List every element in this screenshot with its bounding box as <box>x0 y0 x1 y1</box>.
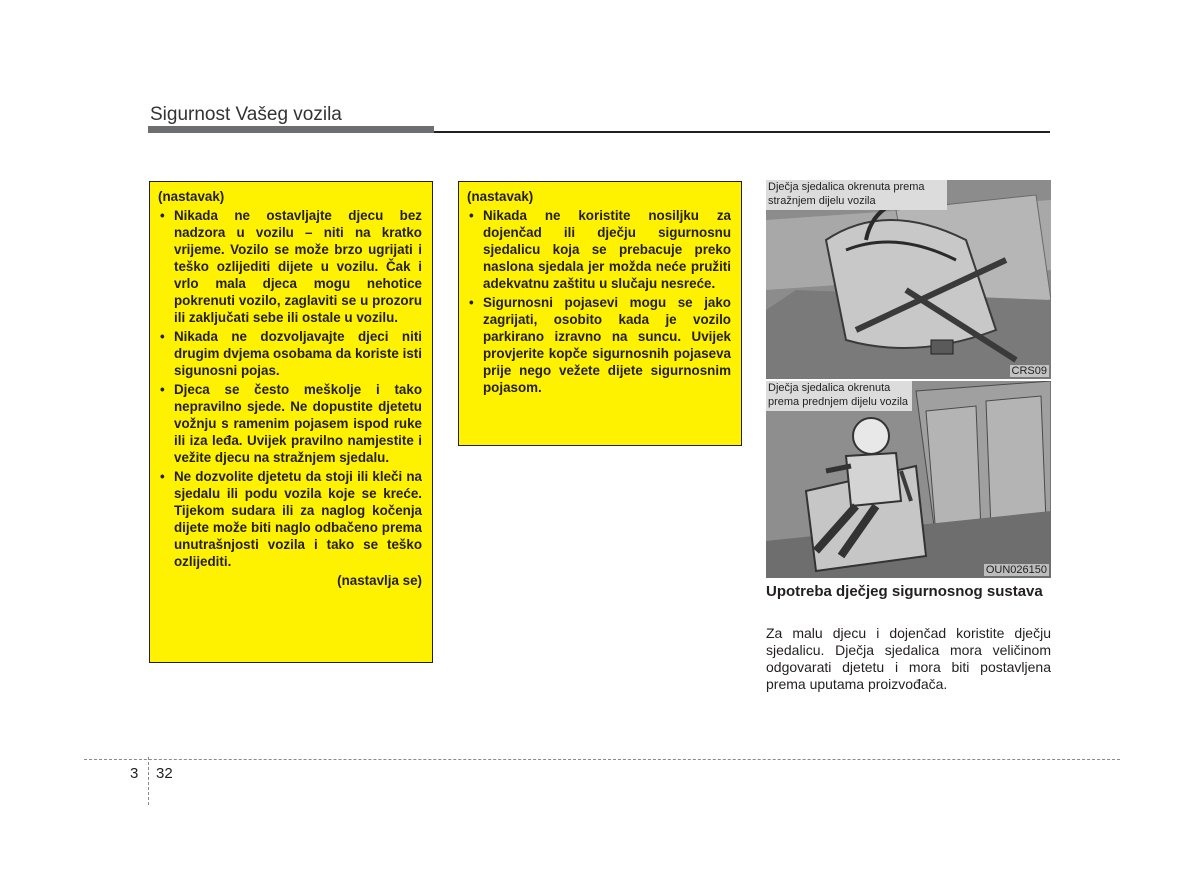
header-bar-accent <box>148 126 434 133</box>
warning-box-middle <box>458 181 742 446</box>
footer-rule <box>84 759 1120 760</box>
continued-label: (nastavak) <box>158 189 225 204</box>
warning-list <box>467 207 731 396</box>
figure-rear-facing-seat <box>766 180 1051 379</box>
page-header-title: Sigurnost Vašeg vozila <box>150 104 342 125</box>
figure-code: OUN026150 <box>985 564 1047 576</box>
footer-divider <box>148 757 149 805</box>
figure-code: CRS09 <box>1011 365 1047 377</box>
figure-caption: Dječja sjedalica okrenuta prema stražnjem dijelu vozila <box>766 180 947 210</box>
figure-forward-facing-seat <box>766 381 1051 578</box>
warning-item: • Nikada ne koristite nosiljku za dojenčad ili dječju sigurnosnu sjedalicu koja se prebacuje preko naslona sjedala jer možda neće pružiti adekvatnu zaštitu u slučaju nesreće. <box>467 207 731 292</box>
warning-item: • Nikada ne dozvoljavajte djeci niti drugim dvjema osobama da koriste isti sigunosni pojas. <box>158 328 422 379</box>
warning-box-left <box>149 181 433 663</box>
page-number: 32 <box>156 765 173 782</box>
warning-item: • Nikada ne ostavljajte djecu bez nadzora u vozilu – niti na kratko vrijeme. Vozilo se može brzo ugrijati i teško ozlijediti dijete u vozilu. Čak i vrlo mala djeca mogu nehotice pokrenuti vozilo, zaglaviti se u prozoru ili zaključati sebe ili ostale u vozilu. <box>158 207 422 326</box>
continues-label: (nastavlja se) <box>337 573 422 588</box>
warning-item: • Ne dozvolite djetetu da stoji ili kleči na sjedalu ili podu vozila koje se kreće. Tijekom sudara ili za naglog kočenja dijete može biti naglo odbačeno prema unutrašnjosti vozila i tako se teško ozlijediti. <box>158 468 422 570</box>
figure-caption: Dječja sjedalica okrenuta prema prednjem dijelu vozila <box>766 381 912 411</box>
header-rule <box>434 131 1050 133</box>
warning-list <box>158 207 422 570</box>
section-title: Upotreba dječjeg sigurnosnog sustava <box>766 583 1043 600</box>
chapter-number: 3 <box>130 765 139 782</box>
continued-label: (nastavak) <box>467 189 534 204</box>
warning-item: • Djeca se često meškolje i tako nepravilno sjede. Ne dopustite djetetu vožnju s ramenim pojasem ispod ruke ili iza leđa. Uvijek pravilno namjestite i vežite djecu na stražnjem sjedalu. <box>158 381 422 466</box>
warning-item: • Sigurnosni pojasevi mogu se jako zagrijati, osobito kada je vozilo parkirano izravno na suncu. Uvijek provjerite kopče sigurnosnih pojaseva prije nego vežete dijete sigurnosnim pojasom. <box>467 294 731 396</box>
section-body: Za malu djecu i dojenčad koristite dječju sjedalicu. Dječja sjedalica mora veličinom odgovarati djetetu i mora biti postavljena prema uputama proizvođača. <box>766 625 1051 692</box>
